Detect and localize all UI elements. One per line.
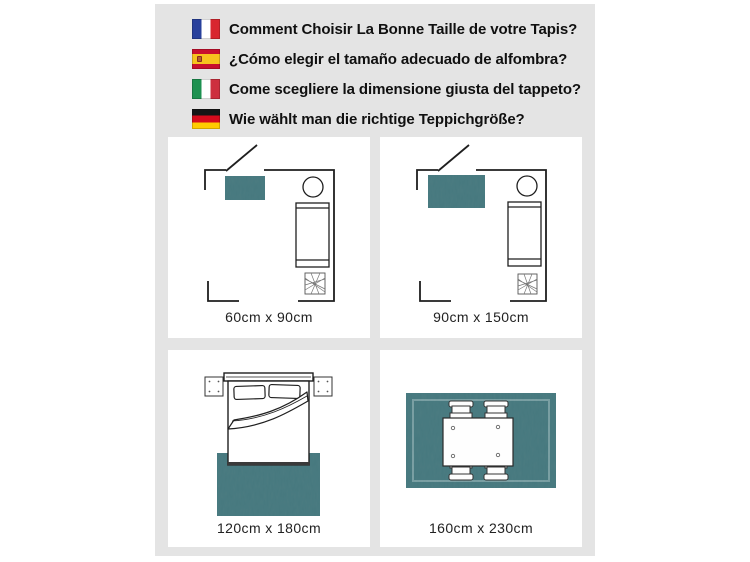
card-rug-90x150: [380, 137, 582, 338]
bed-with-rug-at-foot: [168, 350, 370, 547]
dresser: [508, 202, 541, 266]
size-label: 90cm x 150cm: [433, 309, 529, 325]
headboard: [224, 373, 313, 381]
dresser: [296, 203, 329, 267]
title-italian: Come scegliere la dimensione giusta del tappeto?: [229, 80, 581, 98]
spain-flag-icon: [192, 49, 220, 69]
italy-flag-icon: [192, 79, 220, 99]
potted-plant: [305, 273, 325, 294]
potted-plant: [518, 274, 537, 294]
title-row-spanish: [192, 49, 581, 69]
door-swing-line: [438, 145, 469, 171]
dining-table: [443, 418, 513, 466]
title-french: Comment Choisir La Bonne Taille de votre Tapis?: [229, 20, 578, 38]
multilingual-title-list: [192, 19, 581, 139]
rug-90x150: [428, 175, 485, 208]
door-swing-line: [226, 145, 257, 171]
side-table: [517, 176, 537, 196]
bedroom-floor-plan-small-rug: [168, 137, 370, 338]
card-rug-120x180: [168, 350, 370, 547]
rug-60x90: [225, 176, 265, 200]
bedroom-floor-plan-medium-rug: [380, 137, 582, 338]
bed-foot-rail: [227, 462, 310, 466]
gray-panel: [155, 4, 595, 556]
size-label: 160cm x 230cm: [428, 520, 534, 536]
card-rug-160x230: [380, 350, 582, 547]
france-flag-icon: [192, 19, 220, 39]
size-label: 120cm x 180cm: [216, 520, 322, 536]
card-rug-60x90: [168, 137, 370, 338]
title-row-french: [192, 19, 581, 39]
chair-top-left: [449, 401, 473, 418]
side-table: [303, 177, 323, 197]
nightstand-left: [205, 377, 223, 396]
chair-top-right: [484, 401, 508, 418]
dining-table-on-rug: [380, 350, 582, 547]
title-row-german: [192, 109, 581, 129]
size-label: 60cm x 90cm: [225, 309, 313, 325]
spain-crest-icon: [197, 56, 202, 62]
title-row-italian: [192, 79, 581, 99]
nightstand-right: [314, 377, 332, 396]
title-spanish: ¿Cómo elegir el tamaño adecuado de alfombra?: [229, 50, 568, 68]
germany-flag-icon: [192, 109, 220, 129]
title-german: Wie wählt man die richtige Teppichgröße?: [229, 110, 525, 128]
